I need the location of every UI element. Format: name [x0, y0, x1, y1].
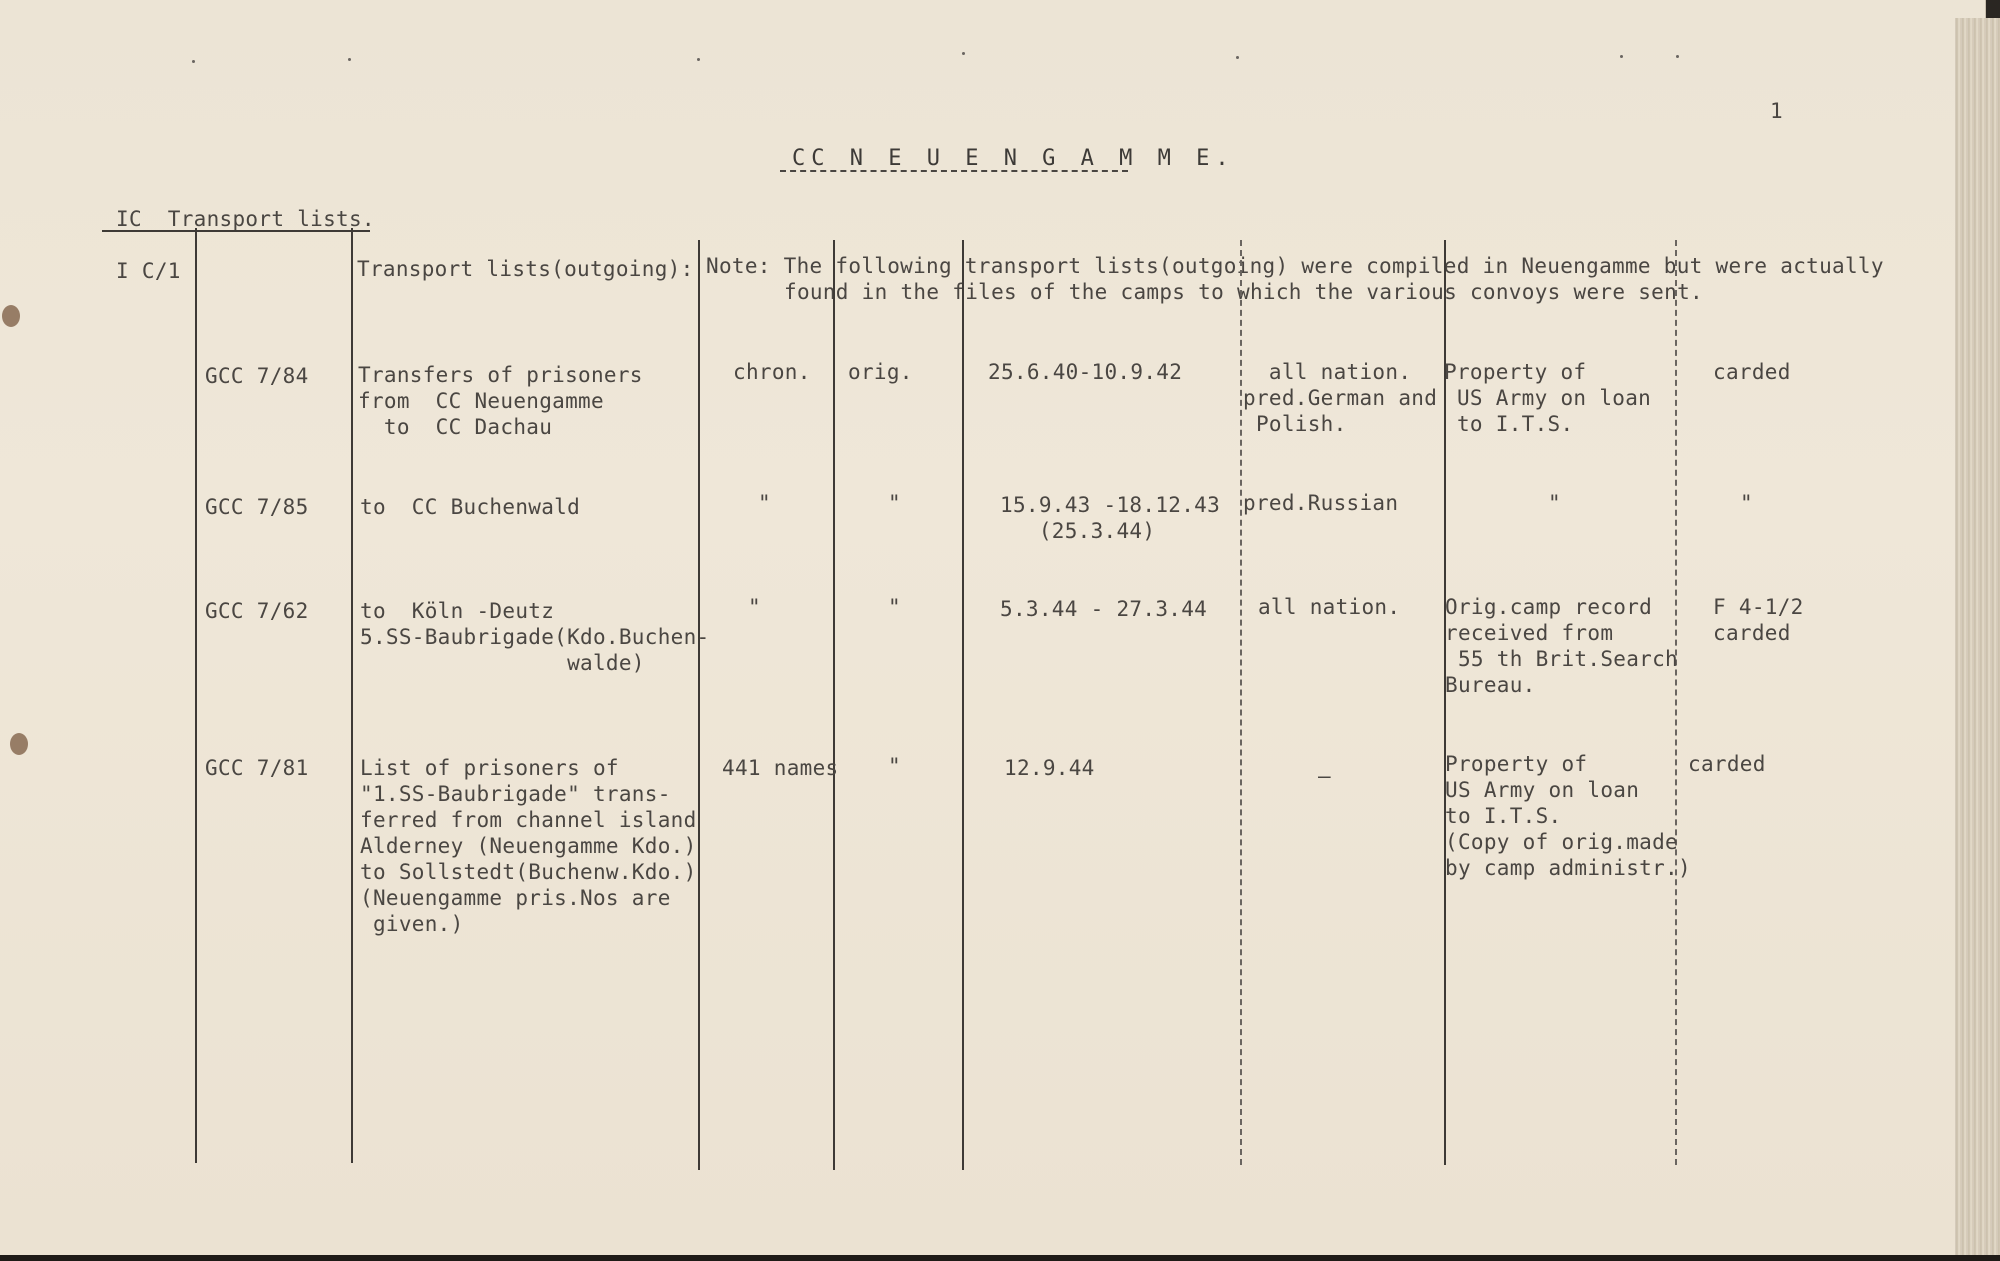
paper-speck: [1236, 56, 1239, 59]
row-arrangement: 441 names: [722, 756, 839, 780]
paper-speck: [1676, 55, 1679, 58]
row-description: Transfers of prisoners from CC Neuengamme to CC Dachau: [358, 363, 643, 439]
binding-hole: [10, 733, 28, 755]
row-remarks: Property of US Army on loan to I.T.S. (Copy of orig.made by camp administr.): [1445, 752, 1691, 880]
row-form: ": [888, 754, 901, 778]
row-nationality: –: [1318, 764, 1331, 788]
row-description: to CC Buchenwald: [360, 495, 581, 519]
row-form: orig.: [848, 360, 913, 384]
group-code: I C/1: [116, 259, 181, 283]
column-rule: [195, 228, 197, 1163]
column-rule: [833, 240, 835, 1170]
page-edge: [1955, 18, 2000, 1255]
column-rule: [1240, 240, 1242, 1165]
row-description: to Köln -Deutz 5.SS-Baubrigade(Kdo.Buchen- walde): [360, 599, 710, 675]
group-note-line2: found in the files of the camps to which the various convoys were sent.: [784, 280, 1703, 304]
column-rule: [351, 228, 353, 1163]
row-dates: 15.9.43 -18.12.43 (25.3.44): [1000, 493, 1221, 543]
row-form: ": [888, 595, 901, 619]
row-dates: 25.6.40-10.9.42: [988, 360, 1183, 384]
row-nationality: all nation. pred.German and Polish.: [1243, 360, 1438, 436]
row-ref: GCC 7/84: [205, 364, 309, 388]
row-form: ": [888, 491, 901, 515]
row-arrangement: chron.: [733, 360, 811, 384]
section-heading: IC Transport lists.: [116, 207, 375, 231]
column-rule: [698, 240, 700, 1170]
paper-speck: [697, 58, 700, 61]
binding-hole: [2, 305, 20, 327]
section-underline: [102, 230, 370, 232]
row-dates: 5.3.44 - 27.3.44: [1000, 597, 1208, 621]
row-remarks: Orig.camp record received from 55 th Brit.Search Bureau.: [1445, 595, 1678, 697]
row-nationality: pred.Russian: [1243, 491, 1399, 515]
row-status: carded: [1688, 752, 1766, 776]
page-title: CC N E U E N G A M M E.: [792, 146, 1235, 171]
row-status: ": [1740, 491, 1753, 515]
row-description: List of prisoners of "1.SS-Baubrigade" trans- ferred from channel island Alderney (Neuengamme Kdo.) to Sollstedt(Buchenw.Kdo.) (Neuengamme pris.Nos are given.): [360, 756, 697, 936]
row-dates: 12.9.44: [1004, 756, 1095, 780]
row-remarks: ": [1548, 491, 1561, 515]
row-ref: GCC 7/85: [205, 495, 309, 519]
paper-speck: [962, 52, 965, 55]
title-underline: [780, 170, 1128, 172]
row-status: F 4-1/2 carded: [1713, 595, 1804, 645]
column-rule: [962, 240, 964, 1170]
row-arrangement: ": [748, 595, 761, 619]
row-nationality: all nation.: [1245, 595, 1401, 619]
paper-speck: [1620, 55, 1623, 58]
row-arrangement: ": [758, 491, 771, 515]
row-ref: GCC 7/62: [205, 599, 309, 623]
row-remarks: Property of US Army on loan to I.T.S.: [1444, 360, 1652, 436]
paper-speck: [192, 60, 195, 63]
row-ref: GCC 7/81: [205, 756, 309, 780]
column-rule: [1675, 240, 1677, 1165]
group-heading: Transport lists(outgoing):: [357, 257, 694, 281]
bottom-edge: [0, 1255, 2000, 1261]
group-note-line1: Note: The following transport lists(outgoing) were compiled in Neuengamme but were actually: [706, 254, 1884, 278]
row-status: carded: [1713, 360, 1791, 384]
paper-speck: [348, 58, 351, 61]
page-number: 1: [1770, 99, 1783, 123]
